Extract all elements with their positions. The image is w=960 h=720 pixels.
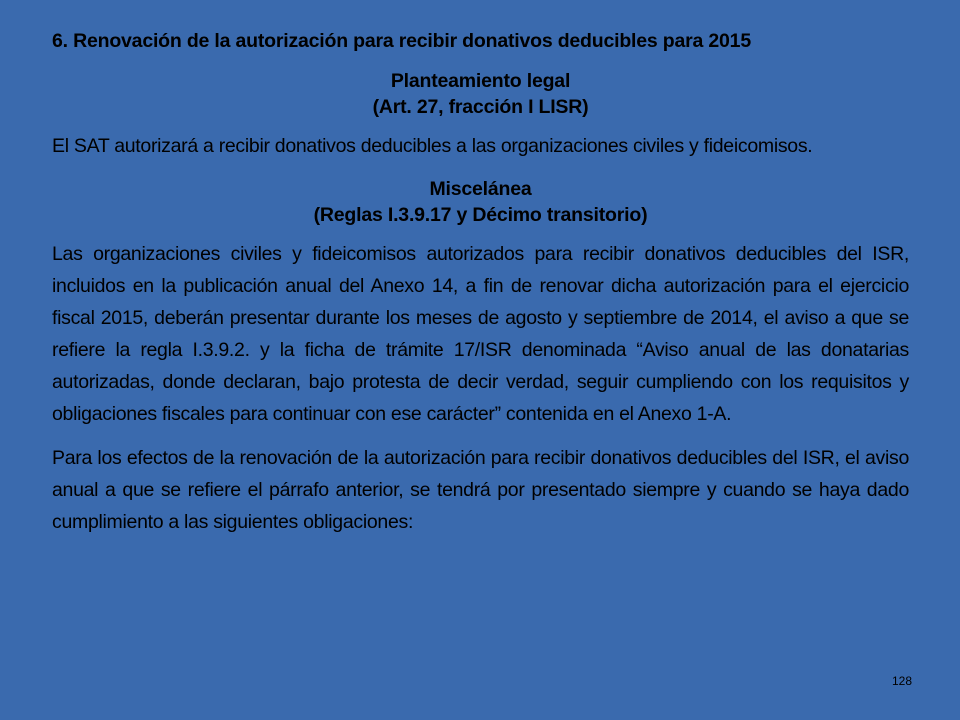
section-heading-miscelanea-line1: Miscelánea	[429, 178, 532, 200]
miscelanea-paragraph-2: Para los efectos de la renovación de la autorización para recibir donativos deducibles del ISR, el aviso anual a que se refiere el párrafo anterior, se tendrá por presentado siempre y cuando se haya dado cumplimiento a las siguientes obligaciones:	[52, 447, 909, 533]
miscelanea-paragraph-1: Las organizaciones civiles y fideicomisos autorizados para recibir donativos deducibles del ISR, incluidos en la publicación anual del Anexo 14, a fin de renovar dicha autorización para el ejercicio fiscal 2015, deberán presentar durante los meses de agosto y septiembre de 2014, el aviso a que se refiere la regla I.3.9.2. y la ficha de trámite 17/ISR denominada “Aviso anual de las donatarias autorizadas, donde declaran, bajo protesta de decir verdad, seguir cumpliendo con los requisitos y obligaciones fiscales para continuar con ese carácter” contenida en el Anexo 1-A.	[52, 243, 909, 425]
section-heading-miscelanea	[52, 176, 909, 228]
section-heading-legal-line1: Planteamiento legal	[390, 70, 571, 92]
section-heading-legal-line2: (Art. 27, fracción I LISR)	[372, 96, 589, 118]
legal-paragraph: El SAT autorizará a recibir donativos deducibles a las organizaciones civiles y fideicomisos.	[52, 135, 813, 157]
section-heading-legal	[52, 68, 909, 120]
slide-content	[52, 28, 909, 552]
slide-title: 6. Renovación de la autorización para recibir donativos deducibles para 2015	[52, 30, 751, 52]
page-number: 128	[891, 674, 912, 688]
section-heading-miscelanea-line2: (Reglas I.3.9.17 y Décimo transitorio)	[313, 204, 648, 226]
